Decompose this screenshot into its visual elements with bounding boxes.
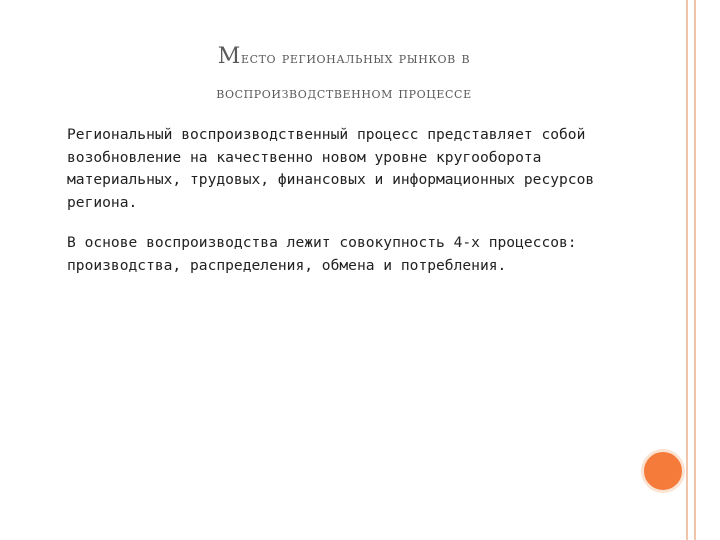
decorative-line <box>686 0 688 540</box>
title-first-letter: М <box>217 44 241 69</box>
title-line-1 <box>64 44 624 69</box>
decorative-border-lines <box>682 0 700 540</box>
slide-body <box>67 124 637 295</box>
title-line-2: воспроизводственном процессе <box>216 84 472 102</box>
body-paragraph: Региональный воспроизводственный процесс представляет собой возобновление на качественно новом уровне кругооборота материальных, трудовых, финансовых и информационных ресурсов региона. <box>67 126 595 211</box>
body-paragraph: В основе воспроизводства лежит совокупность 4-х процессов: производства, распределения, обмена и потребления. <box>67 234 577 274</box>
decorative-line <box>694 0 696 540</box>
title-line-1-rest: есто региональных рынков в <box>240 48 471 67</box>
decorative-circle-icon <box>641 449 685 493</box>
slide-title <box>64 44 624 102</box>
